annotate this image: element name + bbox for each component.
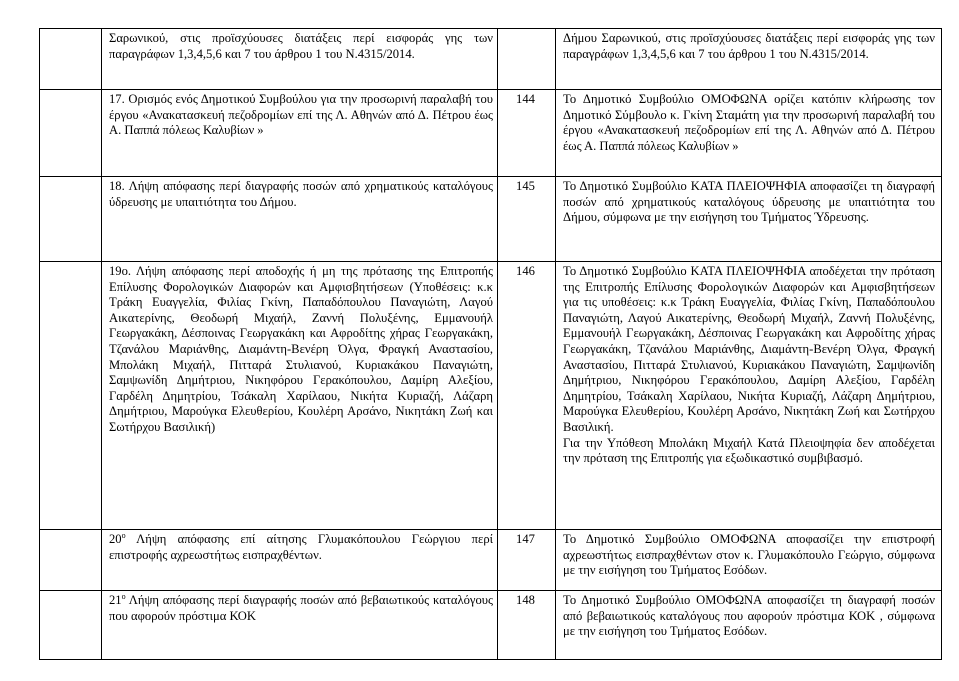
row-empty-cell	[40, 530, 102, 591]
decision-number-cell	[498, 29, 556, 90]
row-empty-cell	[40, 177, 102, 262]
item-number: 20	[109, 532, 122, 546]
table-row	[40, 591, 942, 660]
decision-cell: Δήμου Σαρωνικού, στις προϊσχύουσες διατάξεις περί εισφοράς γης των παραγράφων 1,3,4,5,6 και 7 του άρθρου 1 του Ν.4315/2014.	[556, 29, 942, 90]
decision-cell: Το Δημοτικό Συμβούλιο ΚΑΤΑ ΠΛΕΙΟΨΗΦΙΑ αποφασίζει τη διαγραφή ποσών από χρηματικούς καταλόγους ύδρευσης με υπαιτιότητα του Δήμου, σύμφωνα με την εισήγηση του Τμήματος Ύδρευσης.	[556, 177, 942, 262]
table-row	[40, 29, 942, 90]
decision-number-cell: 147	[498, 530, 556, 591]
item-ordinal-suffix: ο	[121, 530, 126, 540]
subject-cell	[102, 530, 498, 591]
table-row	[40, 262, 942, 530]
row-empty-cell	[40, 591, 102, 660]
decision-cell: Το Δημοτικό Συμβούλιο ΟΜΟΦΩΝΑ ορίζει κατόπιν κλήρωσης τον Δημοτικό Σύμβουλο κ. Γκίνη Σταμάτη για την προσωρινή παραλαβή του έργου «Ανακατασκευή πεζοδρομίων επί της Λ. Αθηνών από Δ. Πέτρου έως Α. Παππά πόλεως Καλυβίων »	[556, 90, 942, 177]
decision-paragraph: Το Δημοτικό Συμβούλιο ΚΑΤΑ ΠΛΕΙΟΨΗΦΙΑ αποδέχεται την πρόταση της Επιτροπής Επίλυσης Φορολογικών Διαφορών και Αμφισβητήσεων για τις υποθέσεις: κ.κ Τράκη Ευαγγελία, Φιλίας Γκίνη, Παπαδόπουλου Παναγιώτη, Λαγού Αικατερίνης, Θεοδωρή Μιχαήλ, Ζαννή Πολυξένης, Εμμανουήλ Γεωργακάκη, Δέσποινας Γεωργακάκη και Αφροδίτης χήρας Γεωργακάκη, Τζανάλου Μαριάνθης, Διαμάντη-Βενέρη Όλγα, Φραγκή Αναστασίου, Πιτταρά Στυλιανού, Κυριακάκου Παναγιώτη, Σαμψωνίδη Δημήτριου, Νικηφόρου Γερακόπουλου, Δαμίρη Αλεξίου, Γαρδέλη Δημητρίου, Τσάκαλη Χαρίλαου, Νικήτα Κυριαζή, Λάζαρη Δημήτριου, Μαρούγκα Ελευθερίου, Κουλέρη Αρσάνο, Νικητάκη Ζωή και Σωτήρχου Βασιλική.	[563, 264, 935, 434]
subject-cell: 19ο. Λήψη απόφασης περί αποδοχής ή μη της πρότασης της Επιτροπής Επίλυσης Φορολογικών Διαφορών και Αμφισβητήσεων (Υποθέσεις: κ.κ Τράκη Ευαγγελία, Φιλίας Γκίνη, Παπαδόπουλου Παναγιώτη, Λαγού Αικατερίνης, Θεοδωρή Μιχαήλ, Ζαννή Πολυξένης, Εμμανουήλ Γεωργακάκη, Δέσποινας Γεωργακάκη και Αφροδίτης χήρας Γεωργακάκη, Τζανάλου Μαριάνθης, Διαμάντη-Βενέρη Όλγα, Φραγκή Αναστασίου, Μπολάκη Μιχαήλ, Πιτταρά Στυλιανού, Κυριακάκου Παναγιώτη, Σαμψωνίδη Δημήτριου, Νικηφόρου Γερακόπουλου, Δαμίρη Αλεξίου, Γαρδέλη Δημητρίου, Τσάκαλη Χαρίλαου, Νικήτα Κυριαζή, Λάζαρη Δημήτριου, Μαρούγκα Ελευθερίου, Κουλέρη Αρσάνο, Νικητάκη Ζωή και Σωτήρχου Βασιλική)	[102, 262, 498, 530]
minutes-table	[39, 28, 942, 660]
subject-text: Λήψη απόφασης περί διαγραφής ποσών από βεβαιωτικούς καταλόγους που αφορούν πρόστιμα ΚΟΚ	[109, 593, 493, 623]
subject-cell	[102, 591, 498, 660]
table-row	[40, 90, 942, 177]
subject-cell: 18. Λήψη απόφασης περί διαγραφής ποσών από χρηματικούς καταλόγους ύδρευσης με υπαιτιότητα του Δήμου.	[102, 177, 498, 262]
row-empty-cell	[40, 29, 102, 90]
decision-number-cell: 145	[498, 177, 556, 262]
table-row	[40, 530, 942, 591]
decision-number-cell: 146	[498, 262, 556, 530]
decision-number-cell: 148	[498, 591, 556, 660]
row-empty-cell	[40, 262, 102, 530]
item-number: 21	[109, 593, 122, 607]
decision-paragraph-extra: Για την Υπόθεση Μπολάκη Μιχαήλ Κατά Πλειοψηφία δεν αποδέχεται την πρόταση της Επιτροπής για εξωδικαστικό συμβιβασμό.	[563, 435, 935, 466]
subject-cell: Σαρωνικού, στις προϊσχύουσες διατάξεις περί εισφοράς γης των παραγράφων 1,3,4,5,6 και 7 του άρθρου 1 του Ν.4315/2014.	[102, 29, 498, 90]
item-ordinal-suffix: ο	[121, 591, 126, 601]
decision-cell	[556, 262, 942, 530]
decision-cell: Το Δημοτικό Συμβούλιο ΟΜΟΦΩΝΑ αποφασίζει την επιστροφή αχρεωστήτως εισπραχθέντων στον κ. Γλυμακόπουλο Γεώργιο, σύμφωνα με την εισήγηση του Τμήματος Εσόδων.	[556, 530, 942, 591]
table-row	[40, 177, 942, 262]
decision-number-cell: 144	[498, 90, 556, 177]
decision-cell: Το Δημοτικό Συμβούλιο ΟΜΟΦΩΝΑ αποφασίζει τη διαγραφή ποσών από βεβαιωτικούς καταλόγους που αφορούν πρόστιμα ΚΟΚ , σύμφωνα με την εισήγηση του Τμήματος Εσόδων.	[556, 591, 942, 660]
row-empty-cell	[40, 90, 102, 177]
subject-cell: 17. Ορισμός ενός Δημοτικού Συμβούλου για την προσωρινή παραλαβή του έργου «Ανακατασκευή πεζοδρομίων επί της Λ. Αθηνών από Δ. Πέτρου έως Α. Παππά πόλεως Καλυβίων »	[102, 90, 498, 177]
subject-text: Λήψη απόφασης επί αίτησης Γλυμακόπουλου Γεώργιου περί επιστροφής αχρεωστήτως εισπραχθέντων.	[109, 532, 493, 562]
